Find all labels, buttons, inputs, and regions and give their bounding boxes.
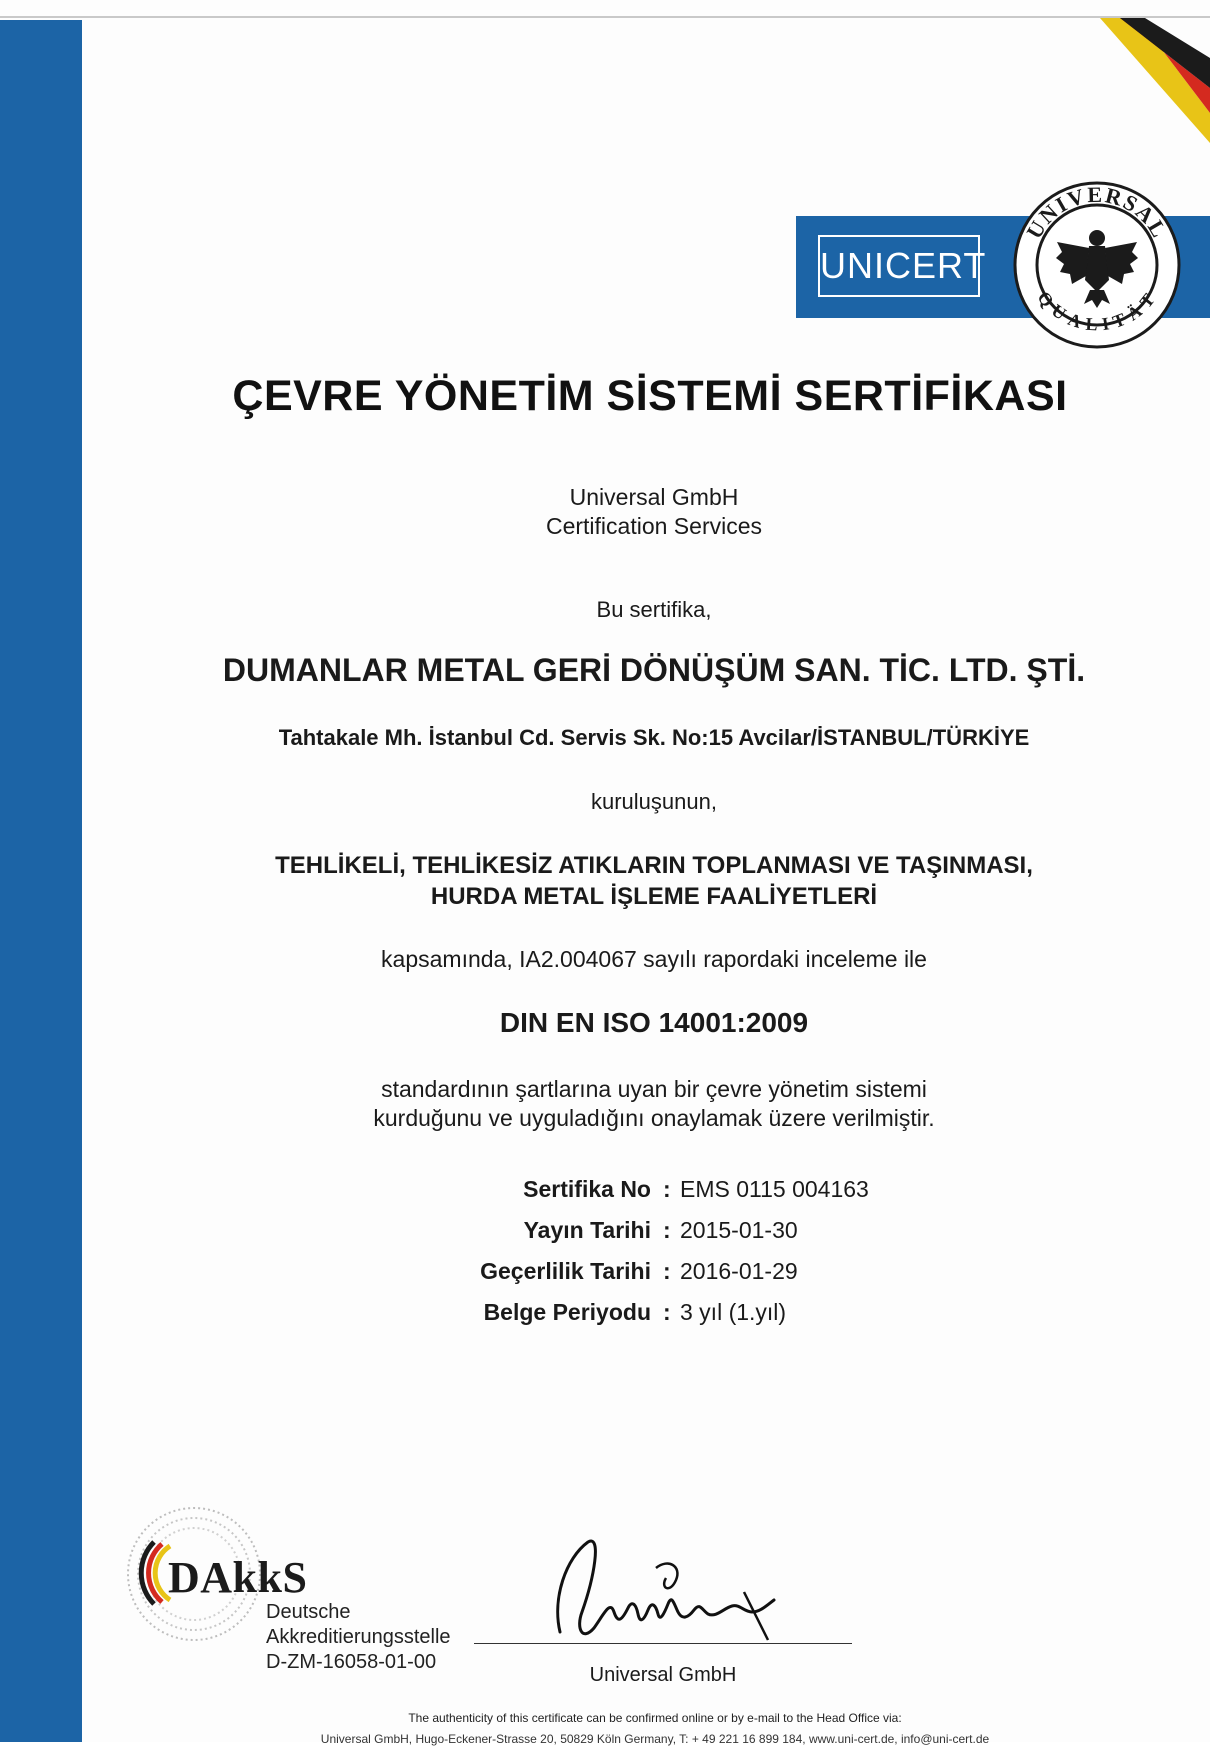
organization-text: kuruluşunun, [591,789,717,814]
scope-line-2: HURDA METAL İŞLEME FAALİYETLERİ [430,883,878,910]
certificate-title: ÇEVRE YÖNETİM SİSTEMİ SERTİFİKASI [232,372,1068,420]
statement-line-2: kurduğunu ve uyguladığını onaylamak üzere verilmiştir. [373,1105,935,1131]
detail-row-issue-date: Yayın Tarihi : 2015-01-30 [380,1217,940,1258]
detail-value: 2016-01-29 [680,1258,798,1284]
report-reference: kapsamında, IA2.004067 sayılı rapordaki inceleme ile [381,946,927,972]
seal-bottom-text: QUALITÄT [1033,287,1161,335]
top-border-line [0,16,1210,18]
detail-value: 2015-01-30 [680,1217,798,1243]
handwritten-signature [548,1528,788,1658]
dakks-logo-text: DAkkS [168,1553,308,1602]
detail-label: Geçerlilik Tarihi [480,1258,651,1284]
issuer-services: Certification Services [545,513,763,539]
accreditation-line-2: Akkreditierungsstelle [266,1626,451,1648]
issuer-block [100,483,1208,541]
detail-value: 3 yıl (1.yıl) [680,1299,787,1325]
accreditation-text [266,1600,451,1675]
seal-top-text: UNIVERSAL [1021,181,1173,243]
scope-line-1: TEHLİKELİ, TEHLİKESİZ ATIKLARIN TOPLANMASI VE TAŞINMASI, [275,852,1033,879]
signatory-name: Universal GmbH [589,1664,737,1686]
detail-row-validity-date: Geçerlilik Tarihi : 2016-01-29 [380,1258,940,1299]
footer-contact: Universal GmbH, Hugo-Eckener-Strasse 20, 50829 Köln Germany, T: + 49 221 16 899 184, www.uni-cert.de, info@uni-cert.de [320,1732,990,1746]
detail-row-certificate-no: Sertifika No : EMS 0115 004163 [380,1176,940,1217]
detail-label: Belge Periyodu [483,1299,651,1325]
company-name: DUMANLAR METAL GERİ DÖNÜŞÜM SAN. TİC. LTD. ŞTİ. [222,652,1086,688]
company-address: Tahtakale Mh. İstanbul Cd. Servis Sk. No:15 Avcilar/İSTANBUL/TÜRKİYE [278,725,1030,750]
left-blue-bar [0,20,82,1742]
detail-label: Yayın Tarihi [523,1217,651,1243]
universal-qualitat-seal [1012,180,1182,350]
statement-line-1: standardının şartlarına uyan bir çevre yönetim sistemi [381,1076,927,1102]
accreditation-number: D-ZM-16058-01-00 [266,1651,437,1673]
detail-label: Sertifika No [523,1176,651,1202]
german-flag-corner-icon [1100,18,1210,168]
detail-value: EMS 0115 004163 [680,1176,869,1202]
certificate-details [380,1176,940,1340]
statement-block [100,1075,1208,1133]
standard-name: DIN EN ISO 14001:2009 [499,1007,809,1038]
scope-block [100,850,1208,912]
issuer-name: Universal GmbH [569,484,739,510]
unicert-logo: UNICERT [818,235,980,297]
accreditation-line-1: Deutsche [266,1601,351,1623]
detail-row-certificate-period: Belge Periyodu : 3 yıl (1.yıl) [380,1299,940,1340]
signature-line [474,1643,852,1644]
intro-text: Bu sertifika, [596,597,712,622]
footer-authenticity: The authenticity of this certificate can be confirmed online or by e-mail to the Head Office via: [408,1711,902,1725]
